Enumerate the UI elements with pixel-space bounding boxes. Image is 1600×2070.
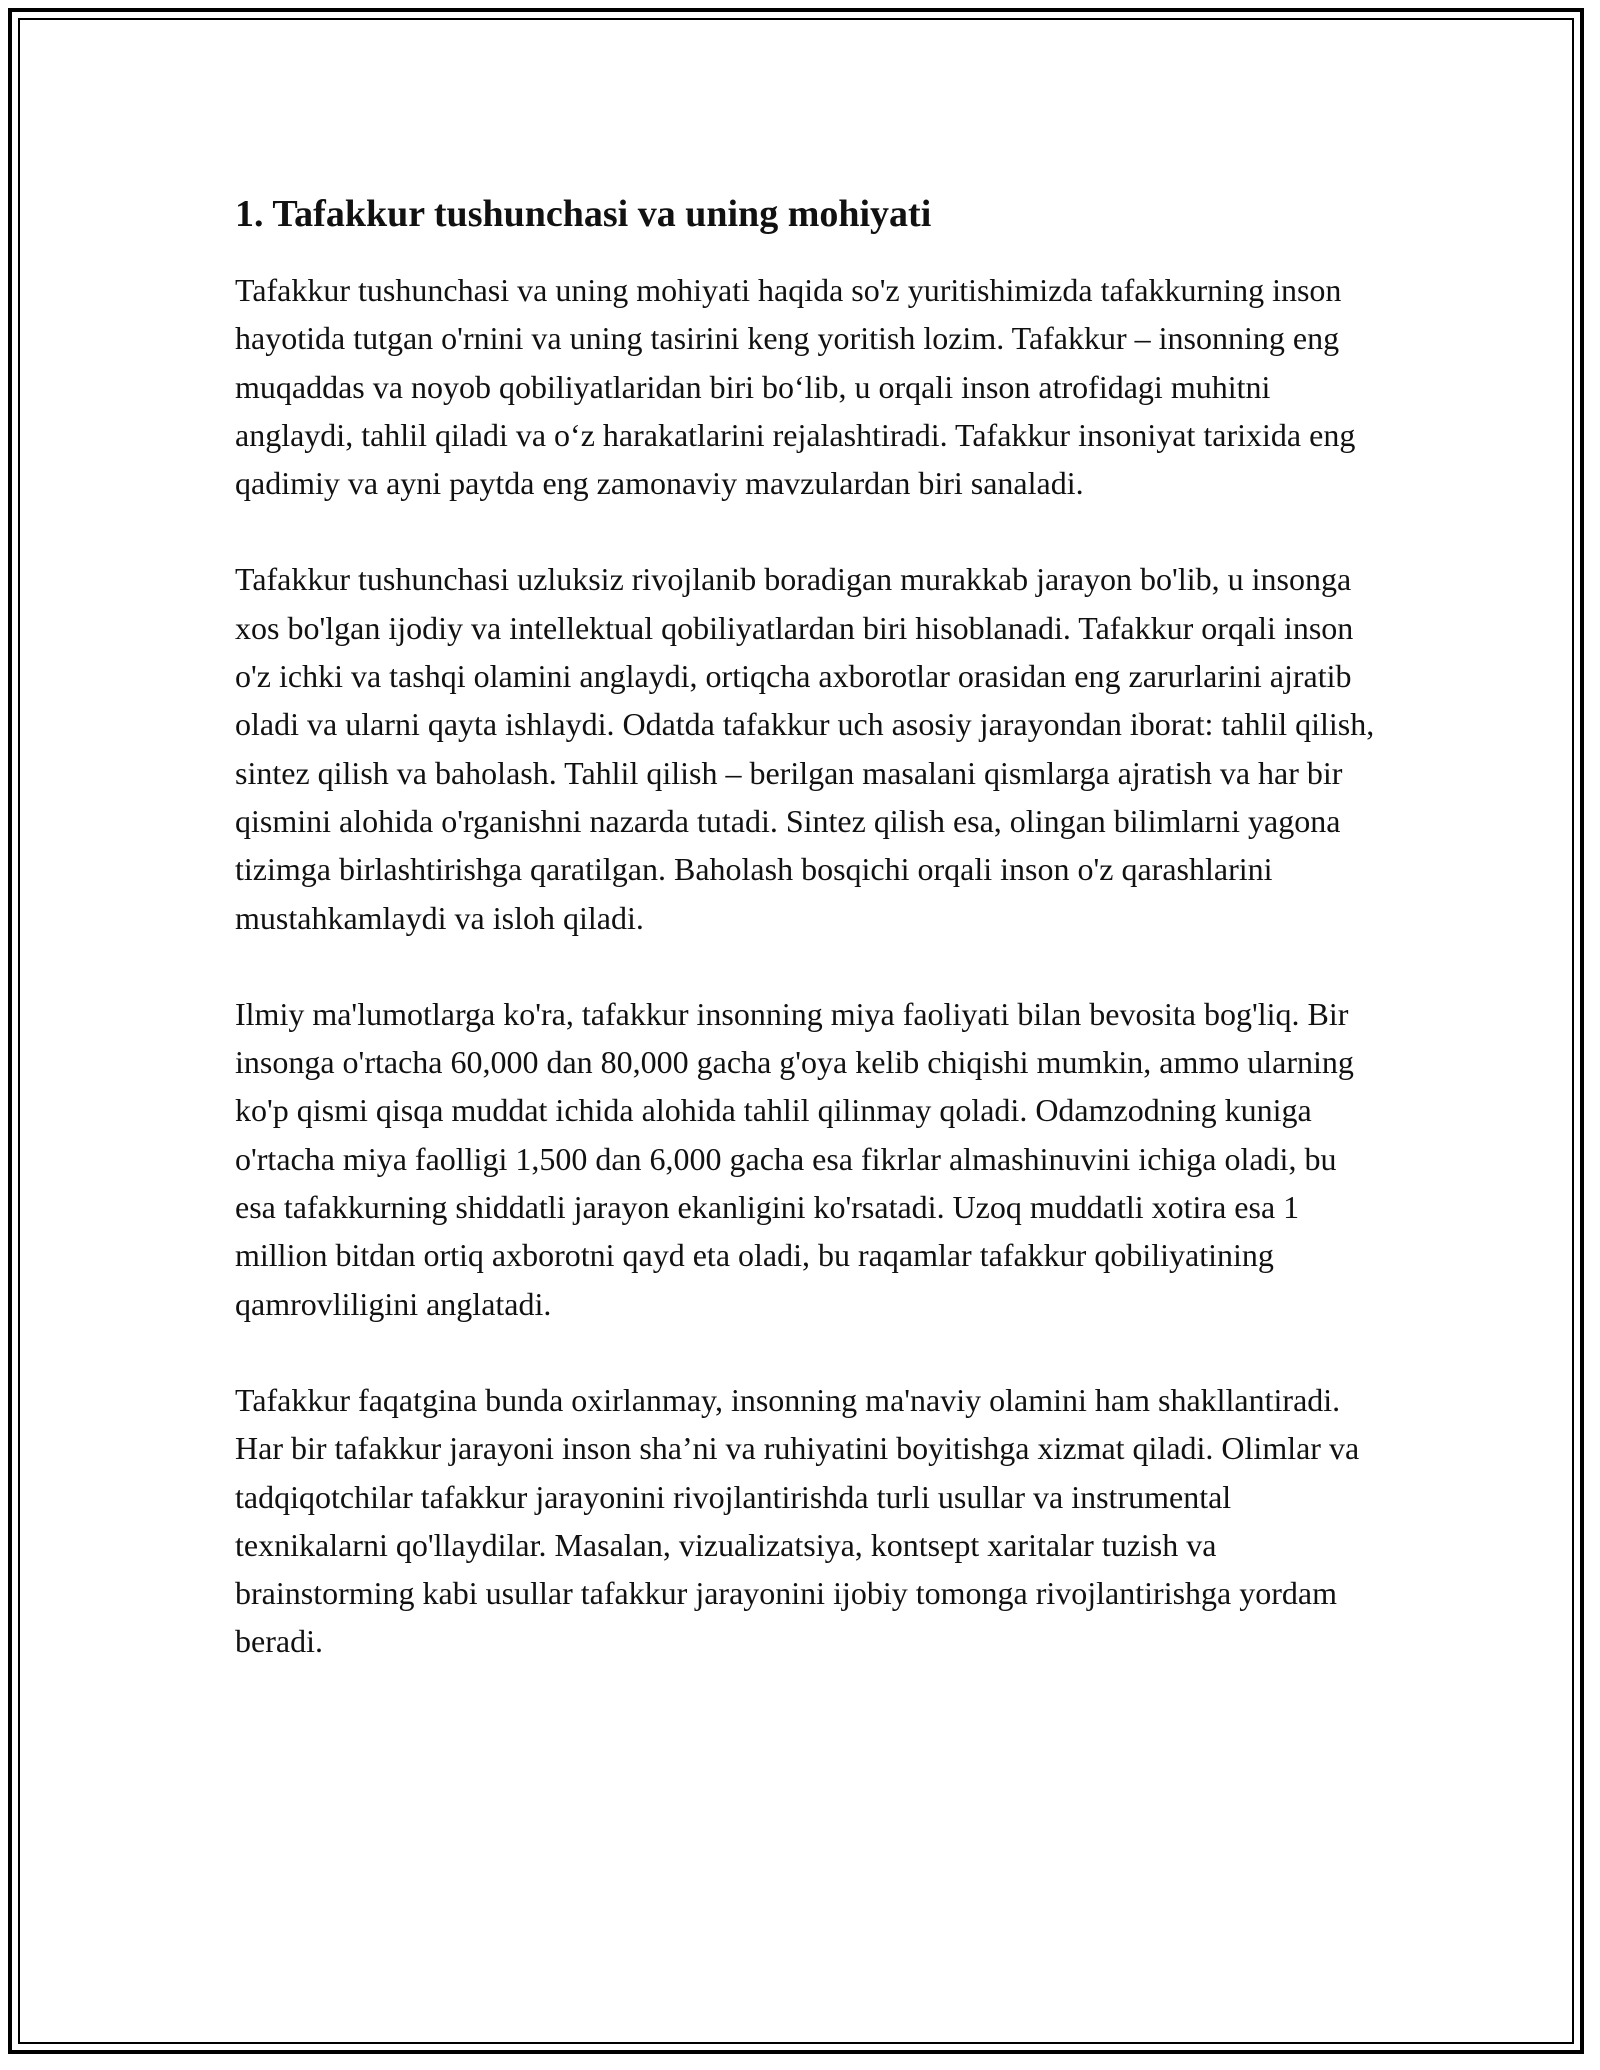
paragraph-2: Tafakkur tushunchasi uzluksiz rivojlanib boradigan murakkab jarayon bo'lib, u insonga xos bo'lgan ijodiy va intellektual qobiliyatlardan biri hisoblanadi. Tafakkur orqali inson o'z ichki va tashqi olamini anglaydi, ortiqcha axborotlar orasidan eng zarurlarini ajratib oladi va ularni qayta ishlaydi. Odatda tafakkur uch asosiy jarayondan iborat: tahlil qilish, sintez qilish va baholash. Tahlil qilish – berilgan masalani qismlarga ajratish va har bir qismini alohida o'rganishni nazarda tutadi. Sintez qilish esa, olingan bilimlarni yagona tizimga birlashtirishga qaratilgan. Baholash bosqichi orqali inson o'z qarashlarini mustahkamlaydi va isloh qiladi. (235, 561, 1375, 936)
document-body (235, 190, 1375, 1714)
paragraph-3: Ilmiy ma'lumotlarga ko'ra, tafakkur insonning miya faoliyati bilan bevosita bog'liq. Bir insonga o'rtacha 60,000 dan 80,000 gacha g'oya kelib chiqishi mumkin, ammo ularning ko'p qismi qisqa muddat ichida alohida tahlil qilinmay qoladi. Odamzodning kuniga o'rtacha miya faolligi 1,500 dan 6,000 gacha esa fikrlar almashinuvini ichiga oladi, bu esa tafakkurning shiddatli jarayon ekanligini ko'rsatadi. Uzoq muddatli xotira esa 1 million bitdan ortiq axborotni qayd eta oladi, bu raqamlar tafakkur qobiliyatining qamrovliligini anglatadi. (235, 995, 1354, 1322)
paragraph-1: Tafakkur tushunchasi va uning mohiyati haqida so'z yuritishimizda tafakkurning inson hayotida tutgan o'rnini va uning tasirini keng yoritish lozim. Tafakkur – insonning eng muqaddas va noyob qobiliyatlaridan biri bo‘lib, u orqali inson atrofidagi muhitni anglaydi, tahlil qiladi va o‘z harakatlarini rejalashtiradi. Tafakkur insoniyat tarixida eng qadimiy va ayni paytda eng zamonaviy mavzulardan biri sanaladi. (235, 272, 1356, 502)
section-heading: 1. Tafakkur tushunchasi va uning mohiyati (235, 193, 932, 235)
paragraph-4: Tafakkur faqatgina bunda oxirlanmay, insonning ma'naviy olamini ham shakllantiradi. Har bir tafakkur jarayoni inson sha’ni va ruhiyatini boyitishga xizmat qiladi. Olimlar va tadqiqotchilar tafakkur jarayonini rivojlantirishda turli usullar va instrumental texnikalarni qo'llaydilar. Masalan, vizualizatsiya, kontsept xaritalar tuzish va brainstorming kabi usullar tafakkur jarayonini ijobiy tomonga rivojlantirishga yordam beradi. (235, 1381, 1360, 1660)
